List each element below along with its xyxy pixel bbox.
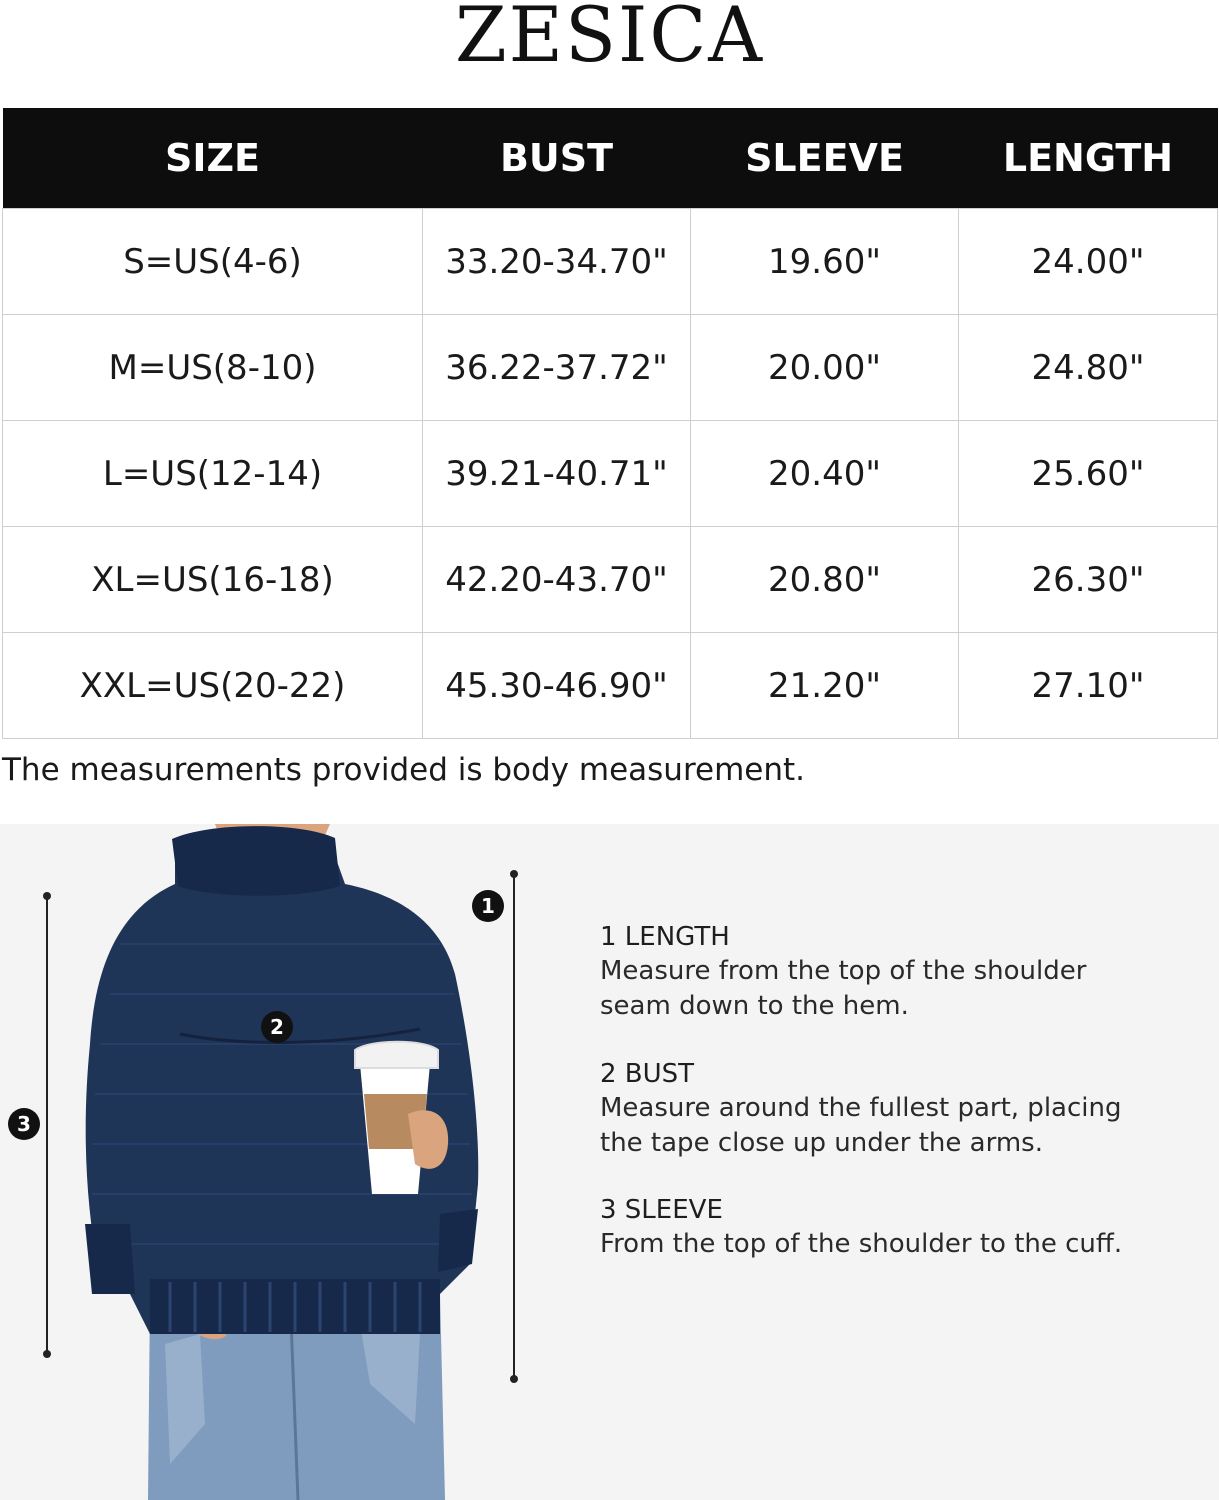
length-guide-dot-bottom xyxy=(510,1375,518,1383)
length-guide-dot-top xyxy=(510,870,518,878)
sleeve-guide-dot-top xyxy=(43,892,51,900)
bust-line-1: Measure around the fullest part, placing xyxy=(600,1093,1122,1123)
bust-title: 2 BUST xyxy=(600,1059,695,1089)
table-row xyxy=(3,315,1218,421)
cell-length: 24.80" xyxy=(959,315,1218,421)
bust-line-2: the tape close up under the arms. xyxy=(600,1128,1043,1158)
cell-length: 24.00" xyxy=(959,209,1218,315)
cell-size: M=US(8-10) xyxy=(3,315,423,421)
sleeve-guide-line xyxy=(46,896,48,1354)
header-length: LENGTH xyxy=(959,108,1218,209)
cell-bust: 42.20-43.70" xyxy=(423,527,691,633)
sleeve-guide-dot-bottom xyxy=(43,1350,51,1358)
table-row xyxy=(3,527,1218,633)
cell-sleeve: 21.20" xyxy=(691,633,959,739)
cell-size: S=US(4-6) xyxy=(3,209,423,315)
cell-size: L=US(12-14) xyxy=(3,421,423,527)
length-description xyxy=(600,920,1086,1024)
sweater-model-illustration xyxy=(0,824,560,1500)
cell-bust: 39.21-40.71" xyxy=(423,421,691,527)
table-row xyxy=(3,209,1218,315)
header-size: SIZE xyxy=(3,108,423,209)
header-bust: BUST xyxy=(423,108,691,209)
cell-sleeve: 19.60" xyxy=(691,209,959,315)
sleeve-title: 3 SLEEVE xyxy=(600,1195,723,1225)
cell-size: XL=US(16-18) xyxy=(3,527,423,633)
sleeve-line-1: From the top of the shoulder to the cuff. xyxy=(600,1229,1123,1259)
table-header-row xyxy=(3,108,1218,209)
length-title: 1 LENGTH xyxy=(600,922,730,952)
length-line-1: Measure from the top of the shoulder xyxy=(600,956,1087,986)
length-guide-line xyxy=(513,874,515,1379)
brand-logo: ZESICA xyxy=(454,0,765,70)
marker-length: 1 xyxy=(472,890,504,922)
cell-length: 26.30" xyxy=(959,527,1218,633)
table-row xyxy=(3,421,1218,527)
cell-size: XXL=US(20-22) xyxy=(3,633,423,739)
length-line-2: seam down to the hem. xyxy=(600,991,909,1021)
cell-bust: 33.20-34.70" xyxy=(423,209,691,315)
size-chart-table xyxy=(2,108,1218,739)
cell-sleeve: 20.80" xyxy=(691,527,959,633)
table-row xyxy=(3,633,1218,739)
bust-description xyxy=(600,1057,1121,1161)
header-sleeve: SLEEVE xyxy=(691,108,959,209)
cell-length: 27.10" xyxy=(959,633,1218,739)
marker-bust: 2 xyxy=(261,1011,293,1043)
cell-sleeve: 20.40" xyxy=(691,421,959,527)
sleeve-description xyxy=(600,1193,1122,1262)
cell-length: 25.60" xyxy=(959,421,1218,527)
cell-bust: 36.22-37.72" xyxy=(423,315,691,421)
measurement-guide-panel xyxy=(0,824,1219,1500)
measurement-note: The measurements provided is body measurement. xyxy=(2,752,806,788)
marker-sleeve: 3 xyxy=(8,1108,40,1140)
cell-bust: 45.30-46.90" xyxy=(423,633,691,739)
cell-sleeve: 20.00" xyxy=(691,315,959,421)
